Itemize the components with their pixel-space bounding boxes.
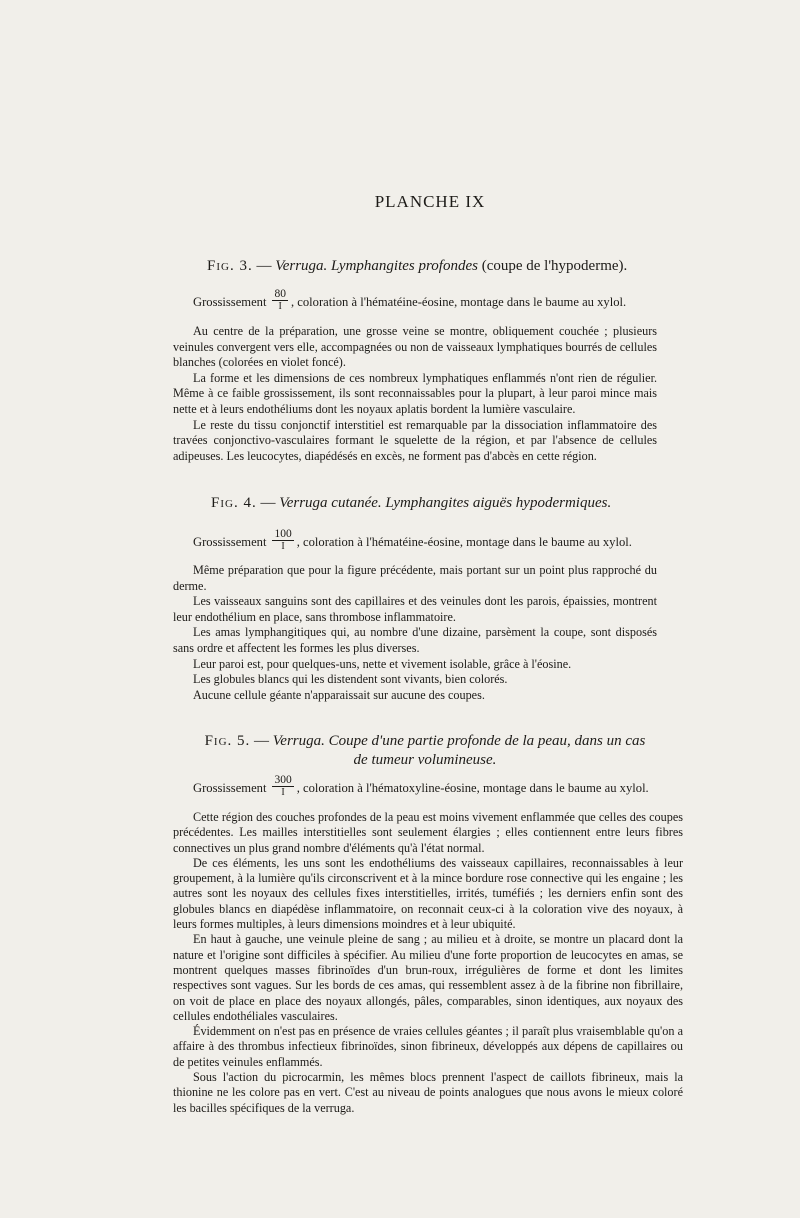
- fig4-mag-text: , coloration à l'hématéine-éosine, montage dans le baume au xylol.: [296, 535, 632, 549]
- fig4-heading: [211, 495, 611, 512]
- fig3-mag-fraction: [272, 288, 288, 313]
- fig3-paragraph: La forme et les dimensions de ces nombreux lymphatiques enflammés n'ont rien de régulier. Même à ce faible grossissement, ils sont reconnaissables pour la plupart, à leur paroi mince mais nette et à leurs endothéliums dont les noyaux aplatis bordent la lumière vasculaire.: [173, 370, 657, 416]
- fig4-paragraph: Aucune cellule géante n'apparaissait sur aucune des coupes.: [193, 687, 485, 702]
- fig3-title: Verruga. Lymphangites profondes: [275, 258, 478, 274]
- page-title: PLANCHE IX: [374, 192, 486, 211]
- fig4-dash: —: [260, 495, 276, 511]
- fig4-mag-prefix: Grossissement: [193, 535, 267, 549]
- fig5-mag-fraction: [272, 774, 293, 799]
- fig4-magnification: [193, 530, 632, 555]
- fig3-mag-text: , coloration à l'hématéine-éosine, montage dans le baume au xylol.: [290, 295, 627, 309]
- fig5-mag-text: , coloration à l'hématoxyline-éosine, montage dans le baume au xylol.: [296, 781, 649, 795]
- fig5-paragraph: De ces éléments, les uns sont les endothéliums des vaisseaux capillaires, reconnaissables à leur groupement, à la lumière qu'ils circonscrivent et à la mince bordure rose connective qui les engaine ; les autres sont les noyaux des cellules fixes interstitielles, irrités, tuméfiés ; les derniers enfin sont des globules blancs en diapédèse inflammatoire, on reconnait ceux-ci à la coloration vive des noyaux, à leurs formes multiples, à leurs dimensions moindres et à leur ubiquité.: [173, 855, 683, 932]
- fig5-title-line2: de tumeur volumineuse.: [353, 752, 497, 768]
- fig3-magnification: [193, 290, 626, 315]
- fig5-heading: [145, 732, 705, 770]
- fig5-title-line1: Verruga. Coupe d'une partie profonde de la peau, dans un cas: [272, 733, 646, 749]
- fig3-paragraph: Le reste du tissu conjonctif interstitiel est remarquable par la dissociation inflammatoire des travées conjonctivo-vasculaires formant le squelette de la région, et par l'absence de cellules adipeuses. Les leucocytes, diapédésés en excès, ne forment pas d'abcès en cette région.: [173, 417, 657, 463]
- fig5-paragraph: Évidemment on n'est pas en présence de vraies cellules géantes ; il paraît plus vraisemblable qu'on a affaire à des thrombus infectieux fibrinoïdes, sinon fibrineux, développés aux dépens de capillaires ou de petites veinules enflammés.: [173, 1024, 683, 1069]
- fig4-mag-denominator: I: [281, 541, 285, 552]
- fig5-paragraph: Cette région des couches profondes de la peau est moins vivement enflammée que celles des coupes précédentes. Les mailles interstitielles sont seulement élargies ; elles contiennent entre leurs fibres connectives un plus grand nombre d'éléments qu'à l'état normal.: [173, 810, 683, 855]
- fig3-mag-denominator: I: [278, 301, 282, 312]
- fig3-mag-prefix: Grossissement: [193, 295, 267, 309]
- fig3-body: [173, 324, 657, 464]
- fig5-mag-prefix: Grossissement: [193, 781, 267, 795]
- fig5-dash: —: [254, 733, 270, 749]
- fig4-mag-fraction: [272, 528, 293, 553]
- fig4-paragraph: Les globules blancs qui les distendent sont vivants, bien colorés.: [193, 672, 508, 687]
- fig3-label: Fig. 3.: [207, 258, 253, 274]
- fig3-mag-numerator: 80: [274, 288, 286, 300]
- fig5-paragraph: En haut à gauche, une veinule pleine de sang ; au milieu et à droite, se montre un placard dont la nature et l'origine sont difficiles à spécifier. Au milieu d'une forte proportion de leucocytes en amas, se montrent quelques masses fibrinoïdes d'un brun-roux, irrégulières de forme et dont les limites respectives sont vagues. Sur les bords de ces amas, qui ressemblent assez à de la fibrine non fibrillaire, on voit de place en place des noyaux allongés, pâles, comparables, sinon identiques, aux noyaux des cellules endothéliales vasculaires.: [173, 932, 683, 1023]
- fig4-label: Fig. 4.: [211, 495, 257, 511]
- fig5-body: [173, 810, 683, 1116]
- fig5-magnification: [193, 776, 649, 801]
- fig3-subtitle: (coupe de l'hypoderme).: [481, 258, 628, 274]
- fig5-heading-line1: [145, 732, 705, 751]
- fig4-title: Verruga cutanée. Lymphangites aiguës hypodermiques.: [279, 495, 612, 511]
- fig4-paragraph: Leur paroi est, pour quelques-uns, nette et vivement isolable, grâce à l'éosine.: [193, 656, 572, 671]
- fig4-mag-numerator: 100: [274, 528, 292, 540]
- fig5-label: Fig. 5.: [204, 733, 251, 749]
- fig3-paragraph: Au centre de la préparation, une grosse veine se montre, obliquement couchée ; plusieurs veinules convergent vers elle, accompagnées ou non de vaisseaux lymphatiques bourrés de cellules blanches (colorées en violet foncé).: [173, 324, 657, 370]
- fig5-paragraph: Sous l'action du picrocarmin, les mêmes blocs prennent l'aspect de caillots fibrineux, mais la thionine ne les colore pas en vert. C'est au niveau de points analogues que nous avons le mieux coloré les bacilles spécifiques de la verruga.: [173, 1070, 683, 1115]
- fig4-paragraph: Les amas lymphangitiques qui, au nombre d'une dizaine, parsèment la coupe, sont disposés sans ordre et affectent les formes les plus diverses.: [173, 625, 657, 655]
- fig4-paragraph: Même préparation que pour la figure précédente, mais portant sur un point plus rapproché du derme.: [173, 563, 657, 593]
- fig3-dash: —: [256, 258, 272, 274]
- fig3-heading: [207, 258, 627, 275]
- fig5-mag-numerator: 300: [274, 774, 292, 786]
- fig5-mag-denominator: I: [281, 787, 285, 798]
- fig4-body: [173, 563, 657, 703]
- fig4-paragraph: Les vaisseaux sanguins sont des capillaires et des veinules dont les parois, épaissies, montrent leur endothélium en place, sans thrombose inflammatoire.: [173, 594, 657, 624]
